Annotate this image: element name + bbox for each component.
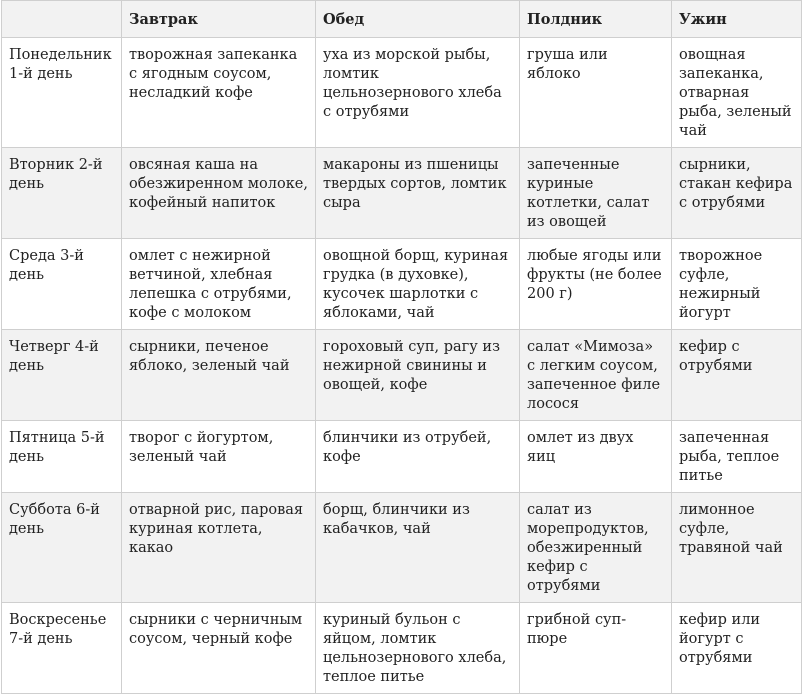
lunch-cell: борщ, блинчики из кабачков, чай <box>316 493 520 603</box>
lunch-cell: куриный бульон с яйцом, ломтик цельнозернового хлеба, теплое питье <box>316 603 520 694</box>
table-row <box>2 38 802 148</box>
dinner-cell: кефир или йогурт с отрубями <box>672 603 802 694</box>
breakfast-cell: овсяная каша на обезжиренном молоке, кофейный напиток <box>122 148 316 239</box>
dinner-cell: сырники, стакан кефира с отрубями <box>672 148 802 239</box>
day-cell: Среда 3-й день <box>2 239 122 330</box>
day-cell: Понедельник 1-й день <box>2 38 122 148</box>
snack-cell: омлет из двух яиц <box>520 421 672 493</box>
lunch-cell: овощной борщ, куриная грудка (в духовке), кусочек шарлотки с яблоками, чай <box>316 239 520 330</box>
breakfast-cell: сырники с черничным соусом, черный кофе <box>122 603 316 694</box>
breakfast-cell: творожная запеканка с ягодным соусом, несладкий кофе <box>122 38 316 148</box>
table-row <box>2 493 802 603</box>
breakfast-cell: омлет с нежирной ветчиной, хлебная лепешка с отрубями, кофе с молоком <box>122 239 316 330</box>
snack-cell: груша или яблоко <box>520 38 672 148</box>
header-snack: Полдник <box>520 1 672 38</box>
table-header-row <box>2 1 802 38</box>
snack-cell: грибной суп-пюре <box>520 603 672 694</box>
day-cell: Воскресенье 7-й день <box>2 603 122 694</box>
dinner-cell: овощная запеканка, отварная рыба, зеленый чай <box>672 38 802 148</box>
table-row <box>2 148 802 239</box>
snack-cell: салат «Мимоза» с легким соусом, запеченное филе лосося <box>520 330 672 421</box>
lunch-cell: блинчики из отрубей, кофе <box>316 421 520 493</box>
breakfast-cell: творог с йогуртом, зеленый чай <box>122 421 316 493</box>
dinner-cell: творожное суфле, нежирный йогурт <box>672 239 802 330</box>
header-dinner: Ужин <box>672 1 802 38</box>
snack-cell: салат из морепродуктов, обезжиренный кефир с отрубями <box>520 493 672 603</box>
lunch-cell: гороховый суп, рагу из нежирной свинины и овощей, кофе <box>316 330 520 421</box>
table-row <box>2 603 802 694</box>
day-cell: Четверг 4-й день <box>2 330 122 421</box>
breakfast-cell: сырники, печеное яблоко, зеленый чай <box>122 330 316 421</box>
header-breakfast: Завтрак <box>122 1 316 38</box>
lunch-cell: уха из морской рыбы, ломтик цельнозернового хлеба с отрубями <box>316 38 520 148</box>
header-day <box>2 1 122 38</box>
breakfast-cell: отварной рис, паровая куриная котлета, какао <box>122 493 316 603</box>
header-lunch: Обед <box>316 1 520 38</box>
table-row <box>2 239 802 330</box>
lunch-cell: макароны из пшеницы твердых сортов, ломтик сыра <box>316 148 520 239</box>
snack-cell: любые ягоды или фрукты (не более 200 г) <box>520 239 672 330</box>
snack-cell: запеченные куриные котлетки, салат из овощей <box>520 148 672 239</box>
dinner-cell: запеченная рыба, теплое питье <box>672 421 802 493</box>
table-row <box>2 421 802 493</box>
dinner-cell: лимонное суфле, травяной чай <box>672 493 802 603</box>
table-row <box>2 330 802 421</box>
day-cell: Пятница 5-й день <box>2 421 122 493</box>
weekly-meal-table <box>1 0 802 694</box>
day-cell: Суббота 6-й день <box>2 493 122 603</box>
dinner-cell: кефир с отрубями <box>672 330 802 421</box>
day-cell: Вторник 2-й день <box>2 148 122 239</box>
